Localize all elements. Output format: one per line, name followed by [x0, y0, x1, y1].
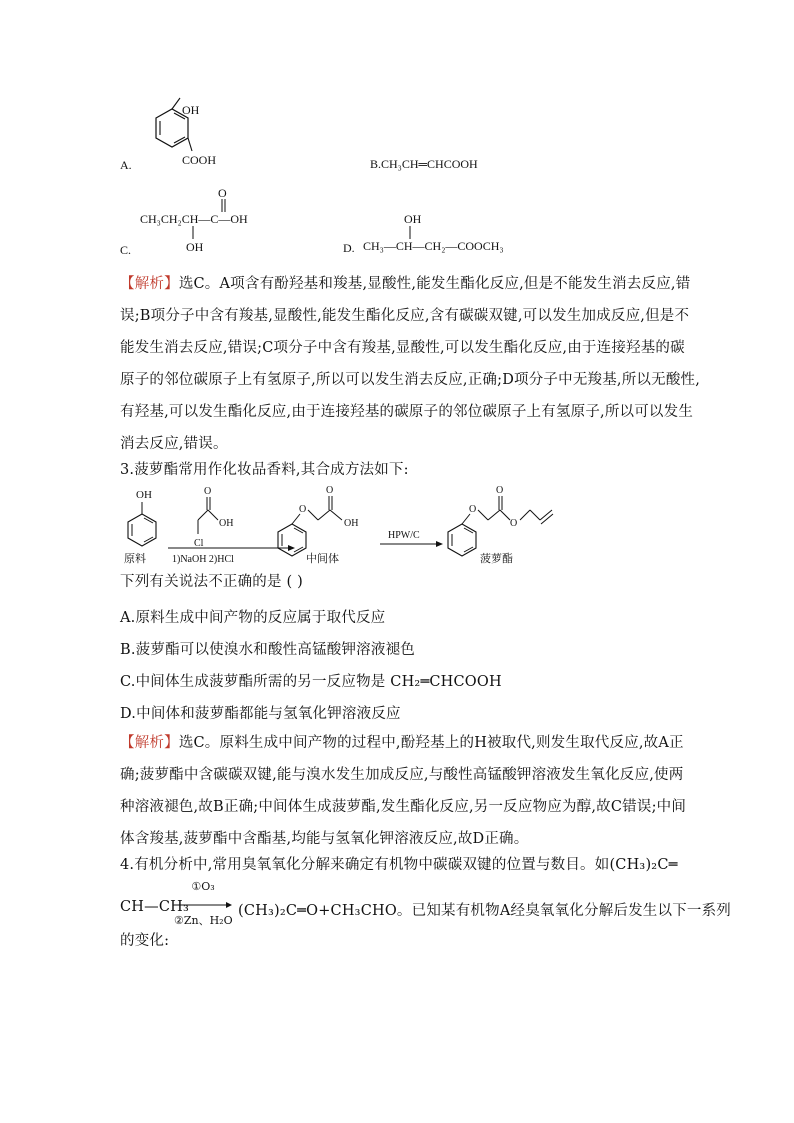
svg-text:Cl: Cl	[194, 538, 204, 549]
c-chain: CH₃CH₂CH—C—OH	[140, 212, 248, 226]
conditions-1: 1)NaOH 2)HCl	[172, 554, 234, 565]
q3-question: 下列有关说法不正确的是 ( )	[120, 574, 304, 590]
arrow-line	[174, 902, 232, 908]
q3-stem: 3.菠萝酯常用作化妆品香料,其合成方法如下:	[120, 462, 409, 478]
svg-text:OH: OH	[344, 518, 359, 529]
arrow-top-label: ①O₃	[191, 880, 215, 893]
analysis-1-line-4: 有羟基,可以发生酯化反应,由于连接羟基的碳原子的邻位碳原子上有氢原子,所以可以发生	[120, 404, 694, 420]
analysis-1-line-0: 选C。A项含有酚羟基和羧基,显酸性,能发生酯化反应,但是不能发生消去反应,错	[178, 276, 691, 292]
intermediate-structure	[278, 485, 358, 565]
c-oh-bond	[190, 226, 198, 240]
q4-line-3: 的变化:	[120, 933, 170, 949]
raw-label: 原料	[124, 553, 146, 565]
svg-text:O: O	[496, 485, 504, 496]
option-c-label: C.	[120, 243, 132, 257]
analysis-1-line-2: 能发生消去反应,错误;C项分子中含有羧基,显酸性,可以发生酯化反应,由于连接羟基的碳	[120, 340, 685, 356]
chloroacetic-acid-structure	[194, 486, 233, 549]
q4-line-1: 4.有机分析中,常用臭氧氧化分解来确定有机物中碳碳双键的位置与数目。如(CH₃)₂C═	[120, 857, 678, 873]
q3-option-a: A.原料生成中间产物的反应属于取代反应	[120, 610, 386, 626]
d-oh-bond	[406, 226, 414, 240]
svg-text:O: O	[299, 504, 307, 515]
product-label: 菠萝酯	[480, 553, 513, 565]
q3-option-c: C.中间体生成菠萝酯所需的另一反应物是 CH₂═CHCOOH	[120, 674, 502, 690]
q3-option-d: D.中间体和菠萝酯都能与氢氧化钾溶液反应	[120, 706, 401, 722]
arrow-bottom-label: ②Zn、H₂O	[174, 914, 233, 927]
d-chain: CH₃—CH—CH₂—COOCH₃	[363, 239, 504, 253]
c-oh: OH	[186, 240, 204, 254]
salicylic-acid-structure	[130, 96, 240, 176]
q3-reaction-scheme	[118, 482, 588, 572]
svg-text:O: O	[469, 504, 477, 515]
raw-oh: OH	[136, 489, 152, 501]
conditions-2: HPW/C	[388, 530, 420, 541]
mid-label: 中间体	[306, 553, 339, 565]
svg-text:O: O	[204, 486, 212, 497]
q4-line-2-pre: CH—CH₃	[120, 899, 189, 915]
option-d-label: D.	[343, 241, 355, 255]
svg-text:O: O	[326, 485, 334, 496]
product-structure	[448, 485, 553, 565]
analysis-2-line-3: 体含羧基,菠萝酯中含酯基,均能与氢氧化钾溶液反应,故D正确。	[120, 831, 529, 847]
q3-options	[120, 602, 502, 730]
analysis-2-line-0: 选C。原料生成中间产物的过程中,酚羟基上的H被取代,则发生取代反应,故A正	[178, 735, 684, 751]
c-double-bond	[218, 199, 230, 213]
analysis-2-tag: 【解析】	[120, 735, 179, 751]
analysis-2	[120, 727, 686, 855]
c-carbonyl-o: O	[218, 186, 227, 200]
d-oh: OH	[404, 212, 422, 226]
option-b-formula: B.CH₃CH═CHCOOH	[370, 157, 478, 171]
q4-reaction-arrow	[174, 880, 232, 928]
phenol-structure	[124, 489, 156, 565]
svg-text:OH: OH	[219, 518, 234, 529]
analysis-1-line-1: 误;B项分子中含有羧基,显酸性,能发生酯化反应,含有碳碳双键,可以发生加成反应,但是不	[120, 308, 690, 324]
analysis-2-line-1: 确;菠萝酯中含碳碳双键,能与溴水发生加成反应,与酸性高锰酸钾溶液发生氧化反应,使两	[120, 767, 684, 783]
a-cooh-label: COOH	[182, 153, 217, 167]
option-a-label: A.	[120, 158, 132, 172]
q4-line-2-post: (CH₃)₂C═O+CH₃CHO。已知某有机物A经臭氧氧化分解后发生以下一系列	[238, 903, 731, 919]
svg-text:O: O	[510, 518, 518, 529]
analysis-1-tag: 【解析】	[120, 276, 179, 292]
analysis-1	[120, 268, 700, 460]
analysis-1-line-5: 消去反应,错误。	[120, 436, 228, 452]
analysis-1-line-3: 原子的邻位碳原子上有氢原子,所以可以发生消去反应,正确;D项分子中无羧基,所以无酸性,	[120, 372, 701, 388]
analysis-2-line-2: 种溶液褪色,故B正确;中间体生成菠萝酯,发生酯化反应,另一反应物应为醇,故C错误;中间	[120, 799, 687, 815]
q3-option-b: B.菠萝酯可以使溴水和酸性高锰酸钾溶液褪色	[120, 642, 415, 658]
a-oh-label: OH	[182, 103, 200, 117]
